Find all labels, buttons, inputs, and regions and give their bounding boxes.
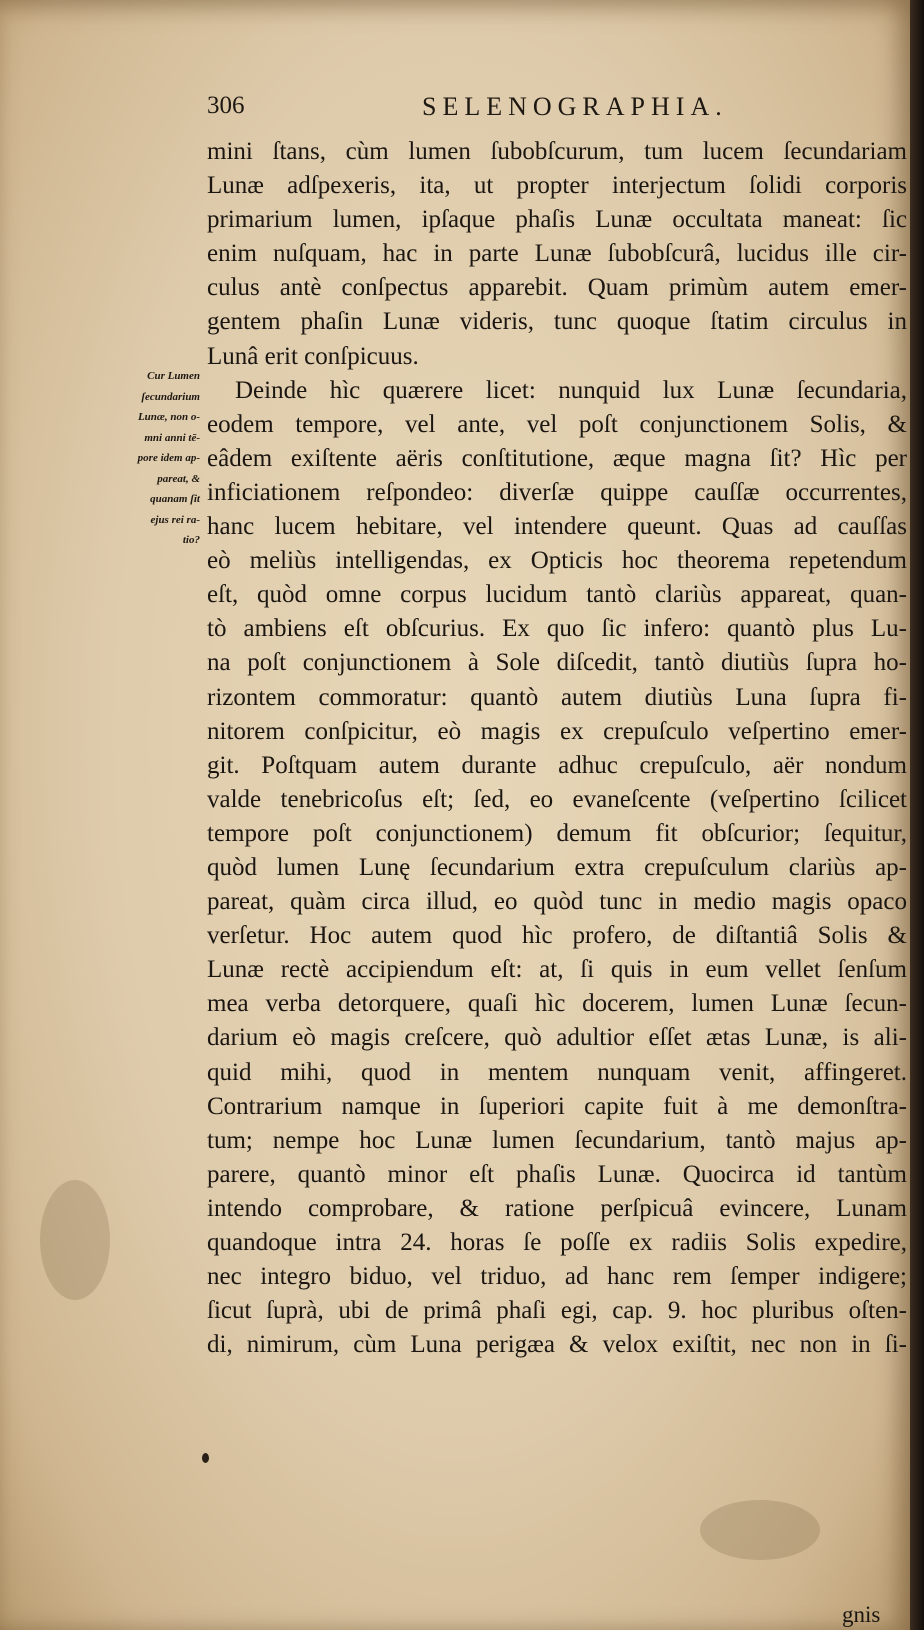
text-line: rizontem commoratur: quantò autem diutiùs Luna ſupra fi- [207, 683, 907, 711]
text-line: pareat, quàm circa illud, eo quòd tunc in medio magis opaco [207, 888, 907, 916]
text-line: eâdem exiſtente aëris conſtitutione, æque magna ſit? Hìc per [207, 444, 907, 472]
text-line: darium eò magis creſcere, quò adultior eſſet ætas Lunæ, is ali- [207, 1024, 907, 1052]
text-line: nitorem conſpicitur, eò magis ex crepuſculo veſpertino emer- [207, 717, 907, 745]
text-line: parere, quantò minor eſt phaſis Lunæ. Quocirca id tantùm [207, 1160, 907, 1188]
text-line: Contrarium namque in ſuperiori capite fuit à me demonſtra- [207, 1092, 907, 1120]
margin-note-line: Cur Lumen [147, 370, 200, 382]
text-line: Deinde hìc quærere licet: nunquid lux Lunæ ſecundaria, [235, 376, 907, 404]
page-number: 306 [207, 92, 245, 119]
text-line: eſt, quòd omne corpus lucidum tantò clariùs appareat, quan- [207, 581, 907, 609]
text-line: hanc lucem hebitare, vel intendere queunt. Quas ad cauſſas [207, 513, 907, 541]
text-line: gentem phaſin Lunæ videris, tunc quoque ſtatim circulus in [207, 308, 907, 336]
margin-note-line: Lunæ, non o- [137, 411, 200, 423]
margin-note-line: ſecundarium [141, 390, 200, 403]
margin-note-line: tio? [182, 534, 200, 546]
text-line: di, nimirum, cùm Luna perigæa & velox exiſtit, nec non in ſi- [207, 1331, 907, 1359]
text-line: quandoque intra 24. horas ſe poſſe ex radiis Solis expedire, [207, 1229, 907, 1256]
text-line: culus antè conſpectus apparebit. Quam primùm autem emer- [207, 274, 907, 302]
text-line: mini ſtans, cùm lumen ſubobſcurum, tum lucem ſecundariam [207, 138, 907, 165]
page-stain [40, 1180, 110, 1300]
page-stain [700, 1500, 820, 1560]
text-line: primarium lumen, ipſaque phaſis Lunæ occultata maneat: ſic [207, 206, 907, 234]
margin-note-line: ejus rei ra- [150, 513, 200, 526]
text-line: Lunæ adſpexeris, ita, ut propter interjectum ſolidi corporis [207, 172, 907, 200]
page-header [207, 92, 907, 132]
margin-note-line: pareat, & [157, 472, 200, 485]
text-line: eò meliùs intelligendas, ex Opticis hoc theorema repetendum [207, 547, 907, 575]
margin-note-line: mni anni tē- [144, 431, 200, 444]
binding-gutter [910, 0, 924, 1630]
text-line: intendo comprobare, & ratione perſpicuâ evincere, Lunam [207, 1194, 907, 1222]
text-line: enim nuſquam, hac in parte Lunæ ſubobſcurâ, lucidus ille cir- [207, 240, 907, 268]
text-line: valde tenebricoſus eſt; ſed, eo evaneſcente (veſpertino ſcilicet [207, 785, 907, 813]
text-line: tempore poſt conjunctionem) demum fit obſcurior; ſequitur, [207, 819, 907, 847]
running-head: SELENOGRAPHIA. [422, 92, 728, 121]
text-line: eodem tempore, vel ante, vel poſt conjunctionem Solis, & [207, 410, 907, 438]
text-line: git. Poſtquam autem durante adhuc crepuſculo, aër nondum [207, 751, 907, 779]
text-line: Lunâ erit conſpicuus. [207, 342, 419, 370]
text-line: nec integro biduo, vel triduo, ad hanc rem ſemper indigere; [207, 1263, 907, 1291]
text-line: tò ambiens eſt obſcurius. Ex quo ſic infero: quantò plus Lu- [207, 615, 907, 643]
text-line: quid mihi, quod in mentem nunquam venit, affingeret. [207, 1058, 907, 1086]
ink-blot [202, 1453, 209, 1463]
margin-note-line: quanam ſit [150, 493, 200, 505]
catchword: gnis [842, 1602, 881, 1627]
margin-note-line: pore idem ap- [137, 452, 200, 464]
margin-note [104, 366, 200, 551]
text-line: quòd lumen Lunę ſecundarium extra crepuſculum clariùs ap- [207, 853, 907, 881]
text-line: verſetur. Hoc autem quod hìc profero, de diſtantiâ Solis & [207, 922, 907, 950]
text-line: inficiationem reſpondeo: diverſæ quippe cauſſæ occurrentes, [207, 478, 907, 506]
body-text [207, 135, 907, 1362]
text-line: tum; nempe hoc Lunæ lumen ſecundarium, tantò majus ap- [207, 1126, 907, 1154]
text-line: mea verba detorquere, quaſi hìc docerem, lumen Lunæ ſecun- [207, 990, 907, 1018]
text-line: Lunæ rectè accipiendum eſt: at, ſi quis in eum vellet ſenſum [207, 956, 907, 984]
text-line: na poſt conjunctionem à Sole diſcedit, tantò diutiùs ſupra ho- [207, 649, 907, 677]
text-line: ſicut ſuprà, ubi de primâ phaſi egi, cap. 9. hoc pluribus oſten- [207, 1297, 907, 1325]
